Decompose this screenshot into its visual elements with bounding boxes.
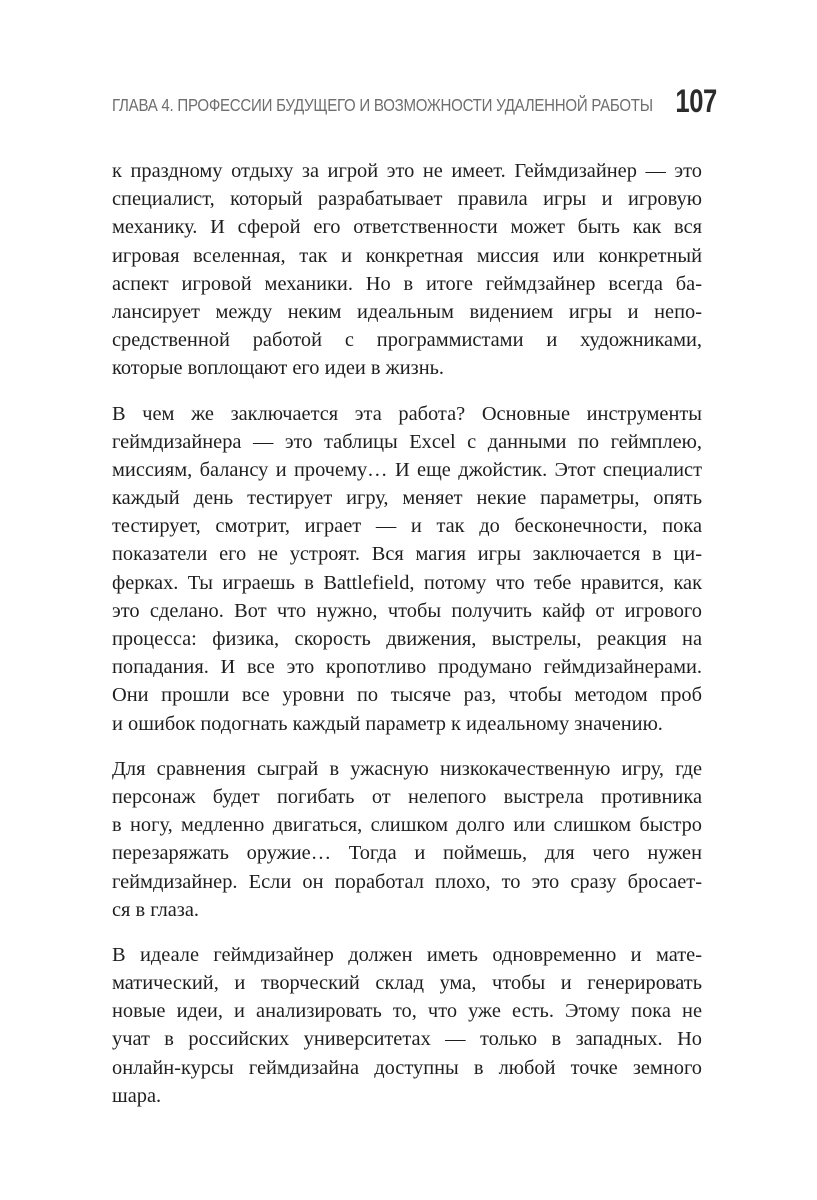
running-head <box>112 83 717 122</box>
text-line: В идеале геймдизайнер должен иметь одновременно и мате- <box>112 943 702 966</box>
text-line: средственной работой с программистами и художниками, <box>112 329 702 352</box>
paragraph <box>112 157 702 383</box>
text-line: ся в глаза. <box>112 898 200 921</box>
text-line: тестирует, смотрит, играет — и так до бесконечности, пока <box>112 515 702 538</box>
text-line: это сделано. Вот что нужно, чтобы получить кайф от игрового <box>112 599 702 622</box>
paragraph <box>112 755 702 924</box>
text-line: к праздному отдыху за игрой это не имеет. Геймдизайнер — это <box>112 160 702 182</box>
paragraph <box>112 400 702 738</box>
text-line: лансирует между неким идеальным видением игры и непо- <box>112 300 702 323</box>
text-line: в ногу, медленно двигаться, слишком долго или слишком быстро <box>112 814 702 837</box>
text-line: шара. <box>112 1084 162 1107</box>
text-line: каждый день тестирует игру, меняет некие параметры, опять <box>112 487 702 510</box>
text-line: показатели его не устроят. Вся магия игры заключается в ци- <box>112 543 702 566</box>
text-line: которые воплощают его идеи в жизнь. <box>112 357 445 380</box>
text-line: геймдизайнер. Если он поработал плохо, то это сразу бросает- <box>112 870 702 893</box>
text-line: новые идеи, и анализировать то, что уже есть. Этому пока не <box>112 1000 702 1023</box>
text-line: механику. И сферой его ответственности может быть как вся <box>112 216 702 239</box>
text-line: перезаряжать оружие… Тогда и поймешь, для чего нужен <box>112 842 702 865</box>
chapter-title: ГЛАВА 4. ПРОФЕССИИ БУДУЩЕГО И ВОЗМОЖНОСТИ УДАЛЕННОЙ РАБОТЫ <box>112 95 653 115</box>
paragraph <box>112 941 702 1110</box>
text-line: матический, и творческий склад ума, чтобы и генерировать <box>112 972 702 995</box>
page-number: 107 <box>675 83 717 119</box>
text-line: геймдизайнера — это таблицы Excel с данными по геймплею, <box>112 430 702 453</box>
text-line: Для сравнения сыграй в ужасную низкокачественную игру, где <box>112 757 702 780</box>
text-line: ферках. Ты играешь в Battlefield, потому что тебе нравится, как <box>112 571 702 594</box>
text-line: игровая вселенная, так и конкретная миссия или конкретный <box>112 244 702 267</box>
text-line: процесса: физика, скорость движения, выстрелы, реакция на <box>112 628 702 650</box>
text-line: и ошибок подогнать каждый параметр к идеальному значению. <box>112 712 663 735</box>
text-line: персонаж будет погибать от нелепого выстрела противника <box>112 785 702 808</box>
text-line: Они прошли все уровни по тысяче раз, чтобы методом проб <box>112 684 702 707</box>
text-line: учат в российских университетах — только в западных. Но <box>112 1028 702 1051</box>
text-line: В чем же заключается эта работа? Основные инструменты <box>112 402 702 425</box>
body-text <box>112 157 702 1127</box>
text-line: специалист, который разрабатывает правила игры и игровую <box>112 188 702 211</box>
text-line: аспект игровой механики. Но в итоге геймдзайнер всегда ба- <box>112 272 702 295</box>
text-line: миссиям, балансу и прочему… И еще джойстик. Этот специалист <box>112 458 702 481</box>
text-line: попадания. И все это кропотливо продумано геймдизайнерами. <box>112 656 702 679</box>
text-line: онлайн-курсы геймдизайна доступны в любой точке земного <box>112 1056 702 1079</box>
